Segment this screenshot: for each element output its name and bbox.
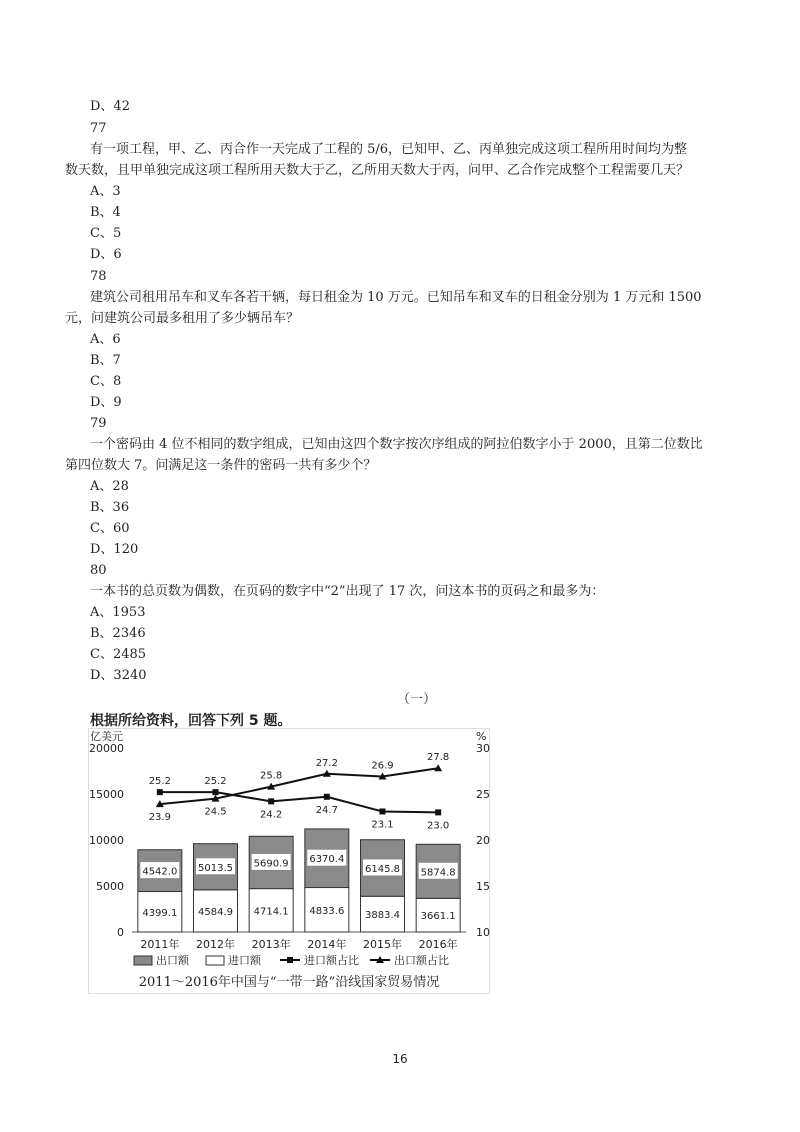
export-share-label: 27.2 <box>315 757 338 769</box>
text-line: D、3240 <box>90 668 147 683</box>
text-line: 建筑公司租用吊车和叉车各若干辆，每日租金为 10 万元。已知吊车和叉车的日租金分别为 1 万元和 1500 <box>90 290 702 305</box>
line-import-share <box>160 792 438 812</box>
import-share-marker <box>213 789 219 795</box>
text-line: A、6 <box>90 332 121 347</box>
text-line: A、1953 <box>90 605 146 620</box>
left-tick-label: 20000 <box>89 742 124 755</box>
left-tick-label: 15000 <box>89 788 124 801</box>
page-number: 16 <box>392 1052 408 1066</box>
import-share-label: 23.1 <box>371 819 394 831</box>
text-line: B、4 <box>90 205 121 220</box>
text-line: 78 <box>90 269 107 284</box>
text-line: 一本书的总页数为偶数，在页码的数字中“2”出现了 17 次，问这本书的页码之和最多为： <box>90 584 605 599</box>
import-share-label: 23.0 <box>427 820 450 832</box>
text-line: A、28 <box>90 479 129 494</box>
import-share-marker <box>380 808 386 814</box>
chart-title: 2011～2016年中国与“一带一路”沿线国家贸易情况 <box>138 975 440 990</box>
text-line: C、2485 <box>90 647 147 662</box>
text-line: 一个密码由 4 位不相同的数字组成，已知由这四个数字按次序组成的阿拉伯数字小于 2000，且第二位数比 <box>90 437 703 452</box>
legend-label-export-share: 出口额占比 <box>394 954 449 967</box>
text-line: C、60 <box>90 521 130 536</box>
category-label: 2013年 <box>251 938 291 951</box>
text-line: 80 <box>90 563 107 578</box>
text-line: 元，问建筑公司最多租用了多少辆吊车？ <box>65 311 300 326</box>
export-share-label: 25.8 <box>260 770 283 782</box>
import-share-label: 24.7 <box>315 804 338 816</box>
right-axis-unit: % <box>476 730 487 743</box>
legend-swatch-import <box>206 956 224 965</box>
bar-export-label: 4542.0 <box>142 866 178 878</box>
import-share-marker <box>435 809 441 815</box>
bar-export-label: 5874.8 <box>420 867 456 879</box>
text-line: 数天数，且甲单独完成这项工程所用天数大于乙，乙所用天数大于丙，问甲、乙合作完成整个工程需要几天？ <box>65 163 690 178</box>
section-marker: （一） <box>397 692 437 707</box>
text-line: D、6 <box>90 247 122 262</box>
category-label: 2012年 <box>196 938 235 951</box>
import-share-label: 24.2 <box>260 809 283 821</box>
legend-marker-import-share <box>287 957 293 963</box>
bar-import-label: 3661.1 <box>420 911 456 923</box>
left-tick-label: 0 <box>117 926 124 939</box>
bar-export-label: 6370.4 <box>309 854 345 866</box>
bar-export-label: 5690.9 <box>253 858 289 870</box>
export-share-label: 23.9 <box>148 812 171 824</box>
text-line: 第四位数大 7。问满足这一条件的密码一共有多少个？ <box>65 458 377 473</box>
right-tick-label: 25 <box>476 788 490 801</box>
chart-svg <box>88 728 490 994</box>
instruction-heading: 根据所给资料，回答下列 5 题。 <box>90 713 292 729</box>
text-line: 77 <box>90 121 107 136</box>
bar-import-label: 4584.9 <box>198 906 233 918</box>
import-share-marker <box>324 794 330 800</box>
legend-label-import-share: 进口额占比 <box>304 954 359 967</box>
bar-import-label: 3883.4 <box>365 910 400 922</box>
left-tick-label: 10000 <box>89 834 124 847</box>
text-line: D、120 <box>90 542 139 557</box>
text-line: B、2346 <box>90 626 146 641</box>
right-tick-label: 10 <box>476 926 490 939</box>
right-tick-label: 20 <box>476 834 490 847</box>
import-share-label: 25.2 <box>148 776 171 788</box>
text-line: D、42 <box>90 99 130 114</box>
bar-import-label: 4714.1 <box>253 906 289 918</box>
import-share-label: 25.2 <box>204 776 227 788</box>
text-line: B、7 <box>90 353 121 368</box>
import-share-marker <box>268 798 274 804</box>
bar-export-label: 5013.5 <box>198 862 233 874</box>
export-share-label: 27.8 <box>427 752 450 764</box>
legend-label-export: 出口额 <box>156 954 189 967</box>
left-axis-unit: 亿美元 <box>90 730 123 743</box>
right-tick-label: 30 <box>476 742 490 755</box>
trade-chart <box>88 728 490 994</box>
text-line: A、3 <box>90 184 121 199</box>
text-line: B、36 <box>90 500 130 515</box>
export-share-label: 26.9 <box>371 760 394 772</box>
bar-import-label: 4399.1 <box>142 907 178 919</box>
text-line: D、9 <box>90 395 122 410</box>
category-label: 2014年 <box>307 938 347 951</box>
text-line: 有一项工程，甲、乙、丙合作一天完成了工程的 5/6，已知甲、乙、丙单独完成这项工程所用时间均为整 <box>90 142 688 157</box>
bar-export-label: 6145.8 <box>365 864 400 876</box>
text-line: C、5 <box>90 226 122 241</box>
text-line: C、8 <box>90 374 122 389</box>
text-line: 79 <box>90 416 107 431</box>
right-tick-label: 15 <box>476 880 490 893</box>
category-label: 2015年 <box>363 938 402 951</box>
category-label: 2016年 <box>418 938 458 951</box>
import-share-marker <box>157 789 163 795</box>
bar-import-label: 4833.6 <box>309 905 345 917</box>
category-label: 2011年 <box>140 938 180 951</box>
export-share-label: 24.5 <box>204 806 227 818</box>
legend-swatch-export <box>134 956 152 965</box>
left-tick-label: 5000 <box>96 880 124 893</box>
legend-label-import: 进口额 <box>228 954 261 967</box>
